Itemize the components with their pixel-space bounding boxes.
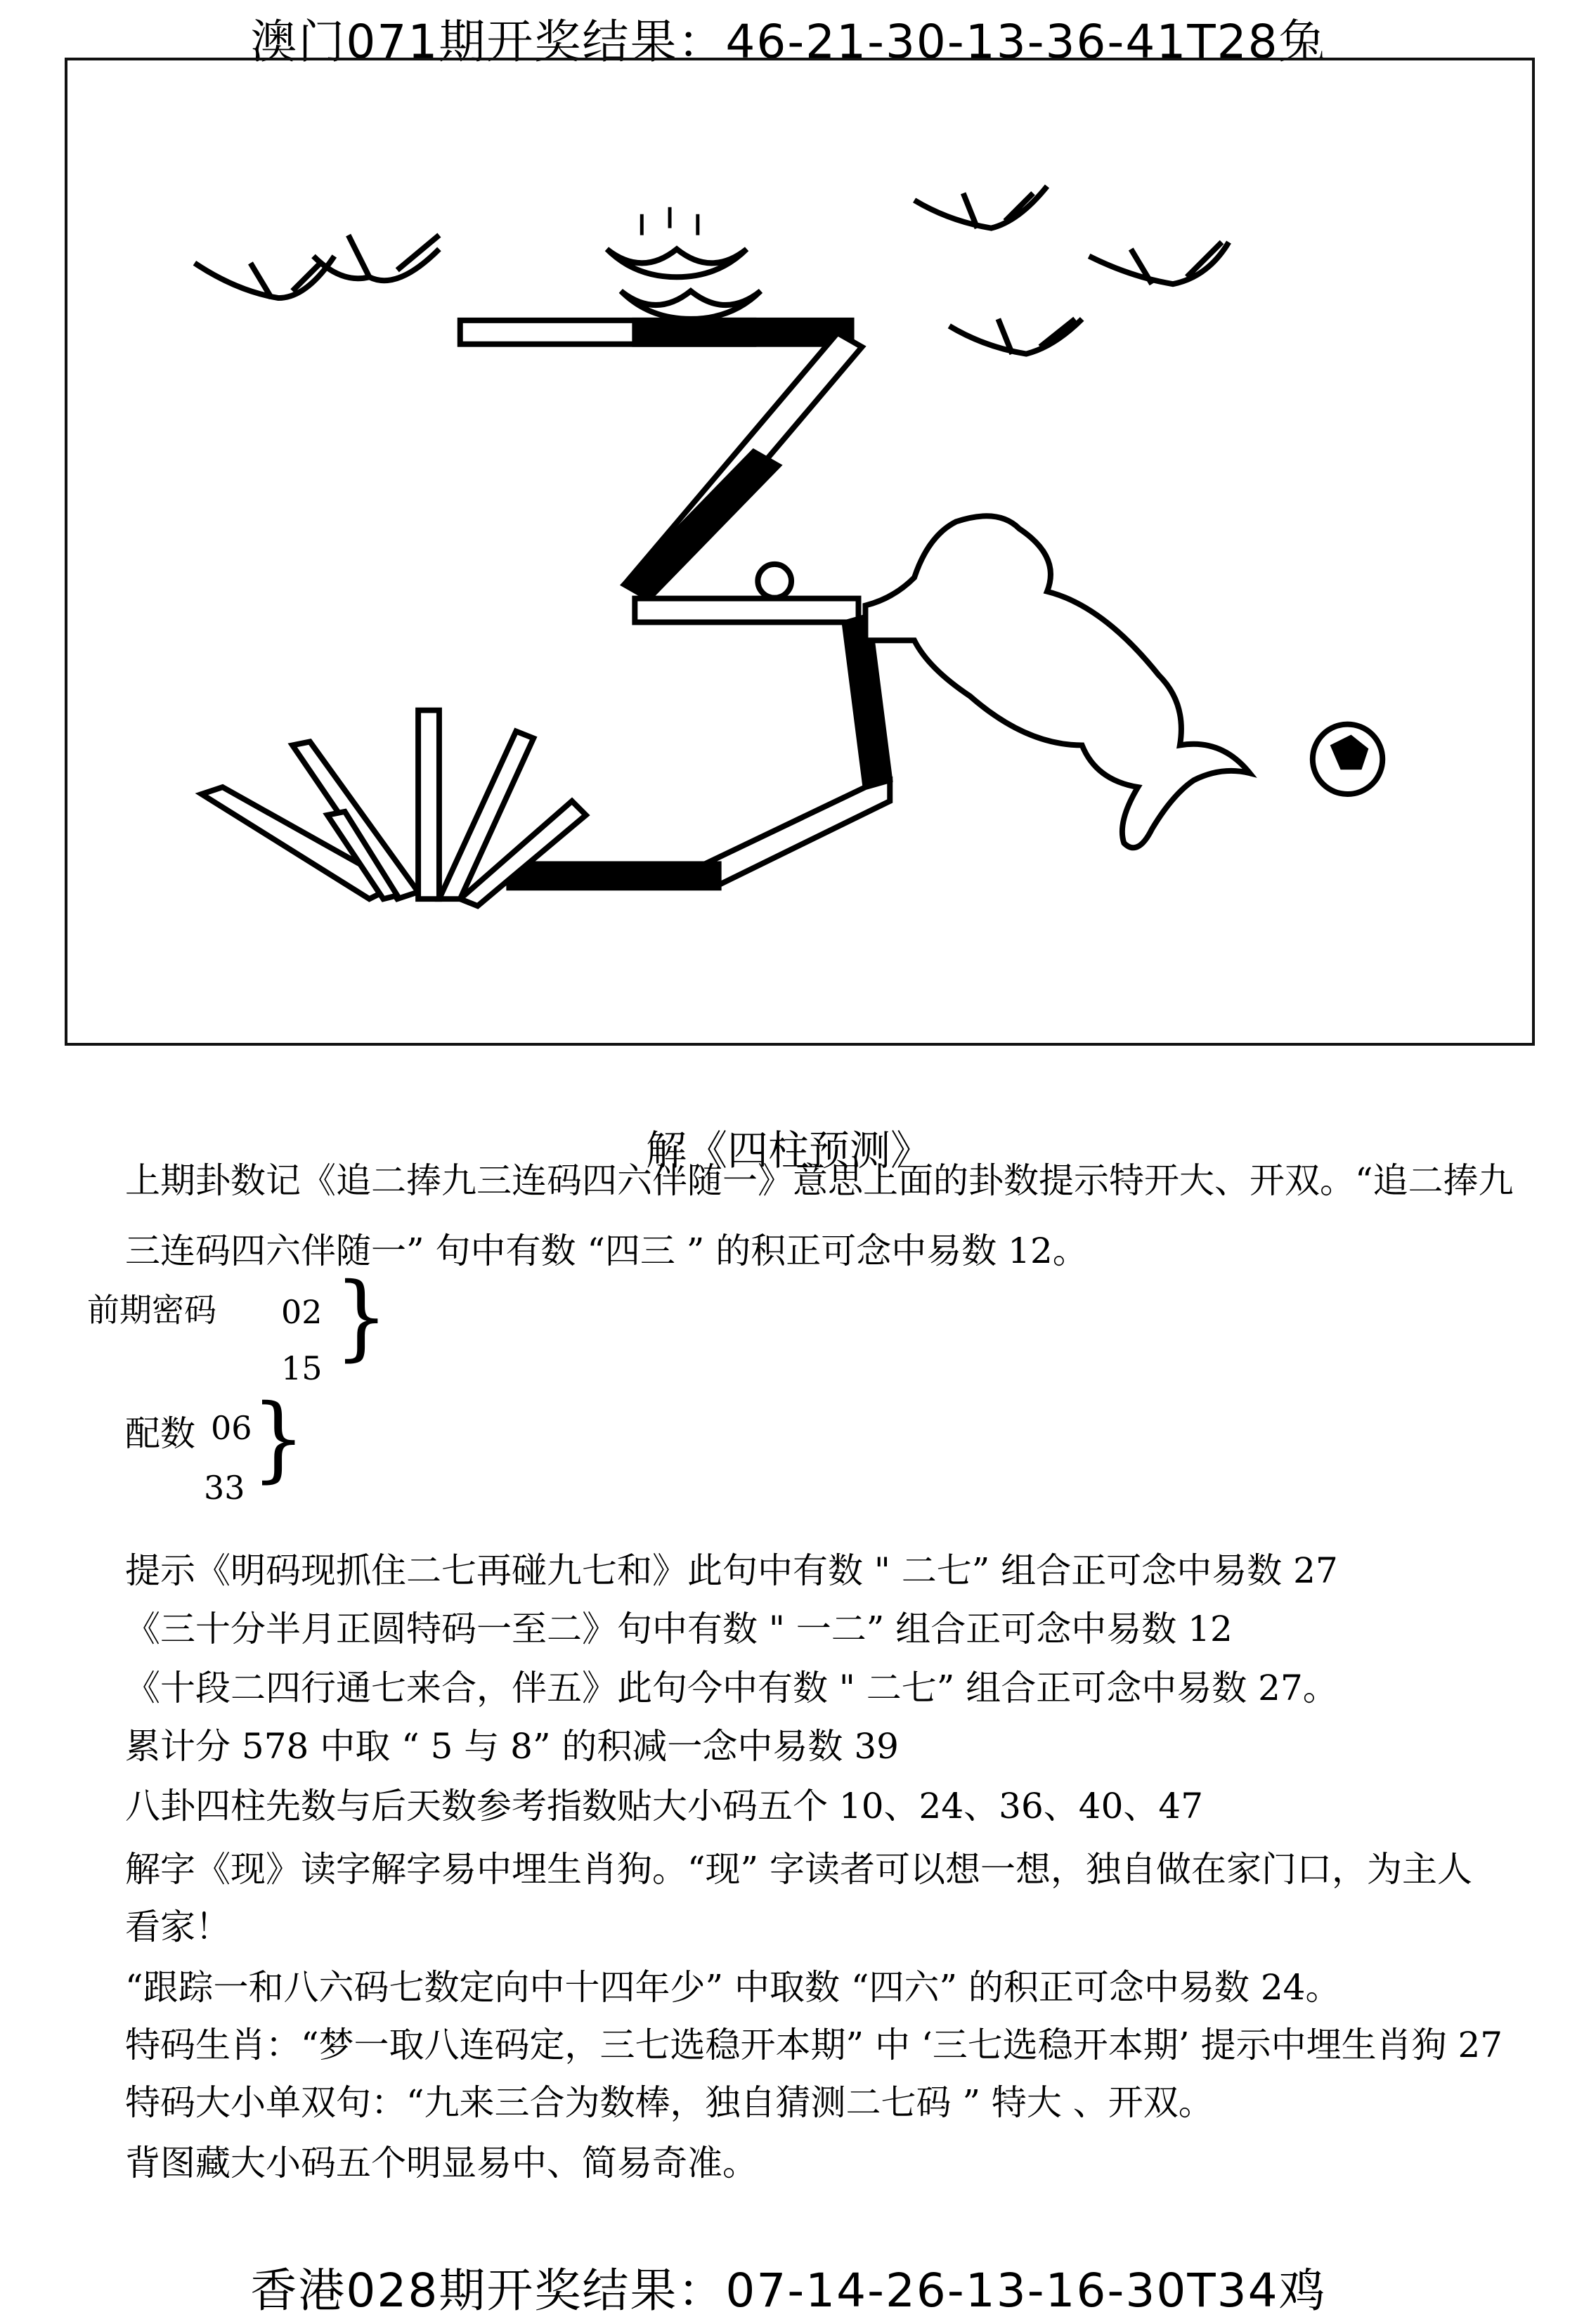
bird-icon: [1089, 242, 1229, 285]
bird-icon: [195, 256, 335, 298]
dog-icon: [865, 516, 1250, 848]
prev-secret-number: 02: [281, 1293, 323, 1331]
hint-line: “跟踪一和八六码七数定向中十四年少” 中取数 “四六” 的积正可念中易数 24。: [125, 1967, 1341, 2008]
macau-result-header: 澳门071期开奖结果：46-21-30-13-36-41T28兔: [250, 15, 1327, 69]
hint-line: 《十段二四行通七来合，伴五》此句今中有数 " 二七” 组合正可念中易数 27。: [125, 1668, 1338, 1708]
hint-line: 解字《现》读字解字易中埋生肖狗。“现” 字读者可以想一想，独自做在家门口，为主人: [125, 1849, 1473, 1890]
hint-line: 特码大小单双句：“九来三合为数棒，独自猜测二七码 ” 特大 、开双。: [125, 2082, 1214, 2123]
brace-icon: }: [252, 1385, 306, 1493]
hint-line: 特码生肖：“梦一取八连码定，三七选稳开本期” 中 ‘三七选稳开本期’ 提示中埋生肖狗 27: [125, 2025, 1503, 2065]
ball-icon: [758, 564, 791, 598]
paragraph-line: 上期卦数记《追二捧九三连码四六伴随一》意思上面的卦数提示特开大、开双。“追二捧九: [125, 1160, 1514, 1201]
pairing-number: 33: [204, 1469, 245, 1507]
hint-line: 看家！: [125, 1907, 231, 1947]
prev-secret-label: 前期密码: [87, 1291, 216, 1329]
riddle-illustration: [65, 58, 1535, 1046]
paragraph-line: 三连码四六伴随一” 句中有数 “四三 ” 的积正可念中易数 12。: [125, 1231, 1088, 1271]
hongkong-result-footer: 香港028期开奖结果：07-14-26-13-16-30T34鸡: [250, 2264, 1327, 2318]
hint-line: 背图藏大小码五个明显易中、简易奇准。: [125, 2143, 758, 2183]
hint-line: 提示《明码现抓住二七再碰九七和》此句中有数 " 二七” 组合正可念中易数 27: [125, 1550, 1338, 1591]
zigzag-bar-figure: [460, 320, 890, 888]
hint-line: 八卦四柱先数与后天数参考指数贴大小码五个 10、24、36、40、47: [125, 1786, 1204, 1826]
pairing-label: 配数: [125, 1413, 195, 1454]
hint-line: 《三十分半月正圆特码一至二》句中有数 " 一二” 组合正可念中易数 12: [125, 1609, 1233, 1649]
prev-secret-number: 15: [281, 1349, 323, 1387]
gold-ingot-icon: [607, 207, 761, 319]
section-title: 解《四柱预测》: [645, 1127, 931, 1174]
bird-icon: [949, 319, 1082, 354]
brace-icon: }: [335, 1264, 389, 1371]
bird-icon: [914, 186, 1047, 228]
pairing-number: 06: [211, 1409, 252, 1447]
hint-line: 累计分 578 中取 “ 5 与 8” 的积减一念中易数 39: [125, 1726, 899, 1767]
